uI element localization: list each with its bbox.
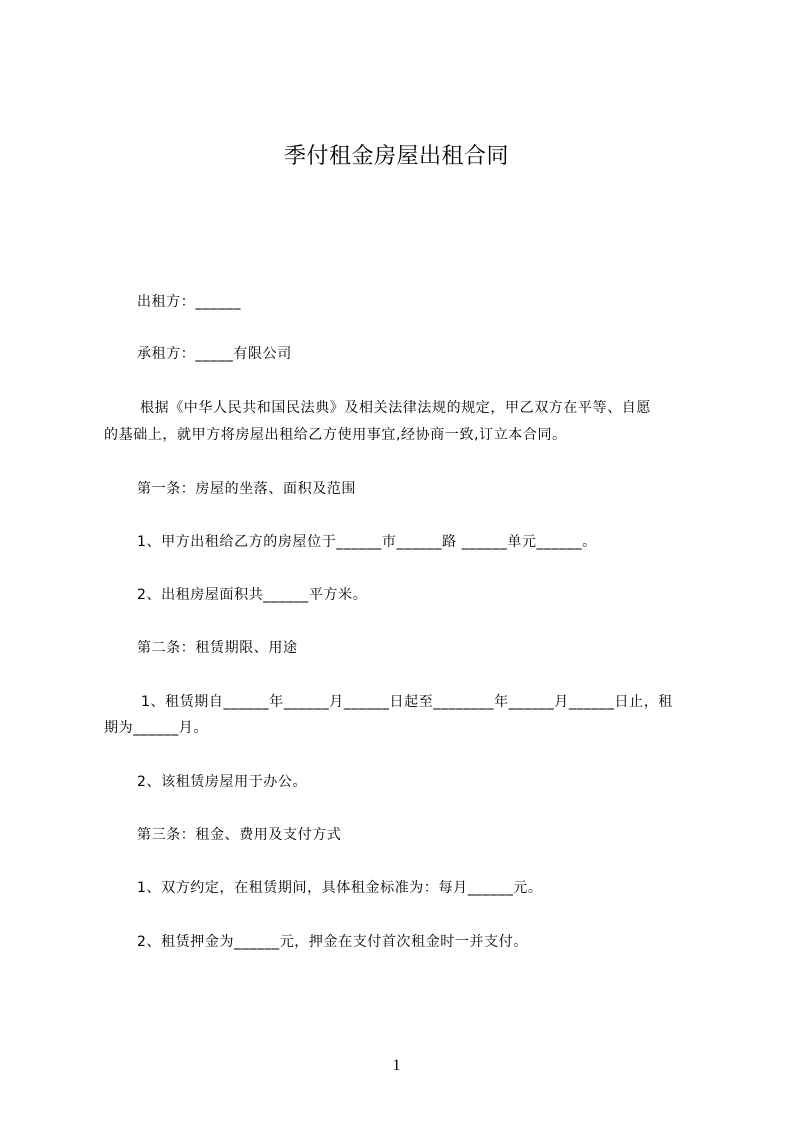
preamble-line-2: 的基础上，就甲方将房屋出租给乙方使用事宜,经协商一致,订立本合同。 — [104, 427, 567, 443]
article-1-heading: 第一条：房屋的坐落、面积及范围 — [137, 481, 356, 497]
article-3-clause-2: 2、租赁押金为______元，押金在支付首次租金时一并支付。 — [137, 934, 528, 950]
article-2-heading: 第二条：租赁期限、用途 — [137, 640, 298, 656]
article-3-clause-1: 1、双方约定，在租赁期间，具体租金标准为：每月______元。 — [137, 880, 543, 896]
article-2-clause-1-line-1: 1、租赁期自______年______月______日起至________年______月______日止，租 — [141, 694, 673, 710]
preamble-line-1: 根据《中华人民共和国民法典》及相关法律法规的规定，甲乙双方在平等、自愿 — [140, 400, 651, 416]
article-1-clause-1: 1、甲方出租给乙方的房屋位于______市______路 ______单元______。 — [137, 534, 597, 550]
article-3-heading: 第三条：租金、费用及支付方式 — [137, 827, 342, 843]
article-2-clause-2: 2、该租赁房屋用于办公。 — [137, 774, 308, 790]
article-2-clause-1-line-2: 期为______月。 — [104, 720, 208, 736]
article-1-clause-2: 2、出租房屋面积共______平方米。 — [137, 587, 368, 603]
lessor-line: 出租方：______ — [137, 294, 241, 310]
page-number: 1 — [392, 1057, 401, 1074]
lessee-line: 承租方：_____有限公司 — [137, 346, 292, 362]
document-title: 季付租金房屋出租合同 — [283, 144, 509, 169]
